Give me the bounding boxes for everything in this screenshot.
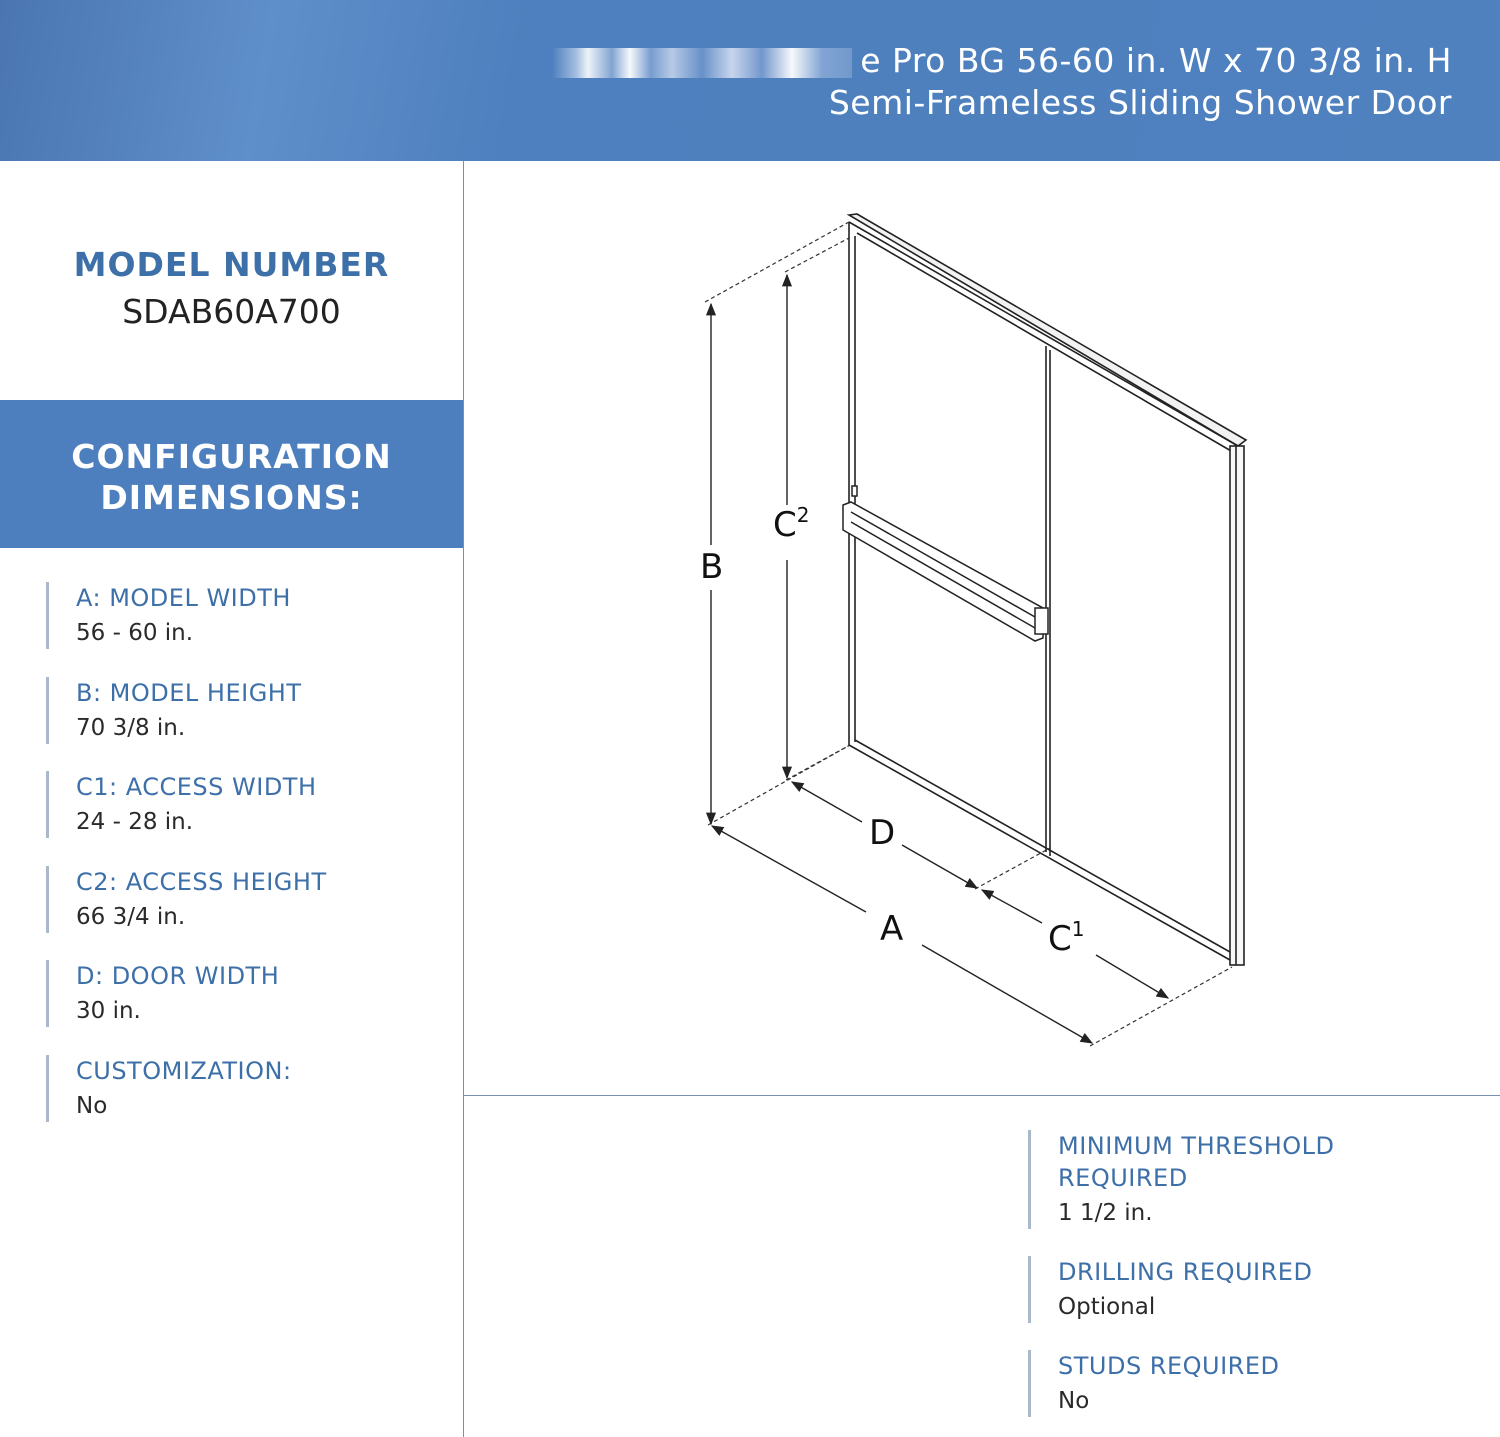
spec-label: B: MODEL HEIGHT [76,679,302,707]
requirement-value: Optional [1058,1294,1156,1320]
spec-label: D: DOOR WIDTH [76,962,280,990]
d-dimension-left [792,782,862,822]
a-dimension-left [712,826,866,912]
model-number-value: SDAB60A700 [122,292,341,331]
c1-dimension-left [982,890,1042,923]
top-rail-lower-edge [849,222,1238,446]
product-title-line-1 [552,40,1452,82]
right-jamb [1230,446,1244,965]
construction-lines [705,222,1232,1046]
shower-door-dimension-diagram [463,162,1499,1094]
spec-value: 70 3/8 in. [76,715,186,741]
spec-model-width [46,582,476,649]
spec-label: C1: ACCESS WIDTH [76,773,317,801]
bottom-track [849,745,1230,960]
spec-value: 66 3/4 in. [76,904,186,930]
label-c2 [773,503,809,545]
redacted-brand-mosaic [552,48,852,78]
d-c1-split-extension [975,848,1050,889]
top-rail [849,214,1246,446]
spec-label: C2: ACCESS HEIGHT [76,868,327,896]
spec-value: 30 in. [76,998,141,1024]
spec-model-height [46,677,476,744]
requirement-label-line-2: REQUIRED [1058,1164,1188,1192]
label-a: A [880,909,904,949]
spec-access-height [46,866,476,933]
configuration-title-line-2: DIMENSIONS: [100,478,363,517]
towel-bar-bracket [1035,608,1048,634]
label-c2-letter: C [773,505,797,545]
product-title [552,40,1452,124]
label-d: D [869,813,896,853]
dimension-lines [711,275,1168,1043]
towel-bar-body [843,502,1043,641]
requirement-minimum-threshold [1028,1130,1498,1229]
header-banner [0,0,1500,161]
label-b: B [700,547,724,587]
requirement-value: 1 1/2 in. [1058,1200,1153,1226]
spec-access-width [46,771,476,838]
header-track-line [857,233,1238,455]
label-c2-superscript: 2 [796,503,810,527]
spec-value: 56 - 60 in. [76,620,194,646]
spec-door-width [46,960,476,1027]
spec-value: No [76,1093,108,1119]
requirement-label: DRILLING REQUIRED [1058,1258,1313,1286]
product-title-line-2: Semi-Frameless Sliding Shower Door [828,83,1452,122]
label-c1-letter: C [1048,919,1072,959]
requirement-label-line-1: MINIMUM THRESHOLD [1058,1132,1335,1160]
requirement-drilling [1028,1256,1498,1323]
requirement-value: No [1058,1388,1090,1414]
spec-label: A: MODEL WIDTH [76,584,291,612]
spec-value: 24 - 28 in. [76,809,194,835]
requirement-studs [1028,1350,1498,1417]
product-title-text-1: e Pro BG 56-60 in. W x 70 3/8 in. H [860,41,1452,80]
c1-dimension-right [1096,955,1168,998]
requirement-label: STUDS REQUIRED [1058,1352,1280,1380]
model-number-label: MODEL NUMBER [73,245,390,284]
towel-bar-line-2 [851,522,1035,628]
c2-top-extension [785,238,849,272]
configuration-title-line-1: CONFIGURATION [71,437,392,476]
configuration-dimensions-title [0,436,463,518]
bottom-left-extension [708,745,850,825]
bottom-right-extension [1090,967,1232,1046]
spec-label: CUSTOMIZATION: [76,1057,292,1085]
section-divider [463,1095,1500,1096]
label-c1 [1048,917,1084,959]
label-c1-superscript: 1 [1071,917,1085,941]
c2-bottom-extension [786,745,850,780]
shower-door-frame [849,214,1246,965]
d-dimension-right [902,845,977,888]
a-dimension-right [922,945,1092,1043]
top-left-extension [705,222,849,302]
spec-customization [46,1055,476,1122]
towel-bar-line-1 [851,512,1035,617]
bottom-track-inner [855,740,1230,952]
door-stop-clip [852,486,857,496]
towel-bar-handle [843,486,1048,641]
